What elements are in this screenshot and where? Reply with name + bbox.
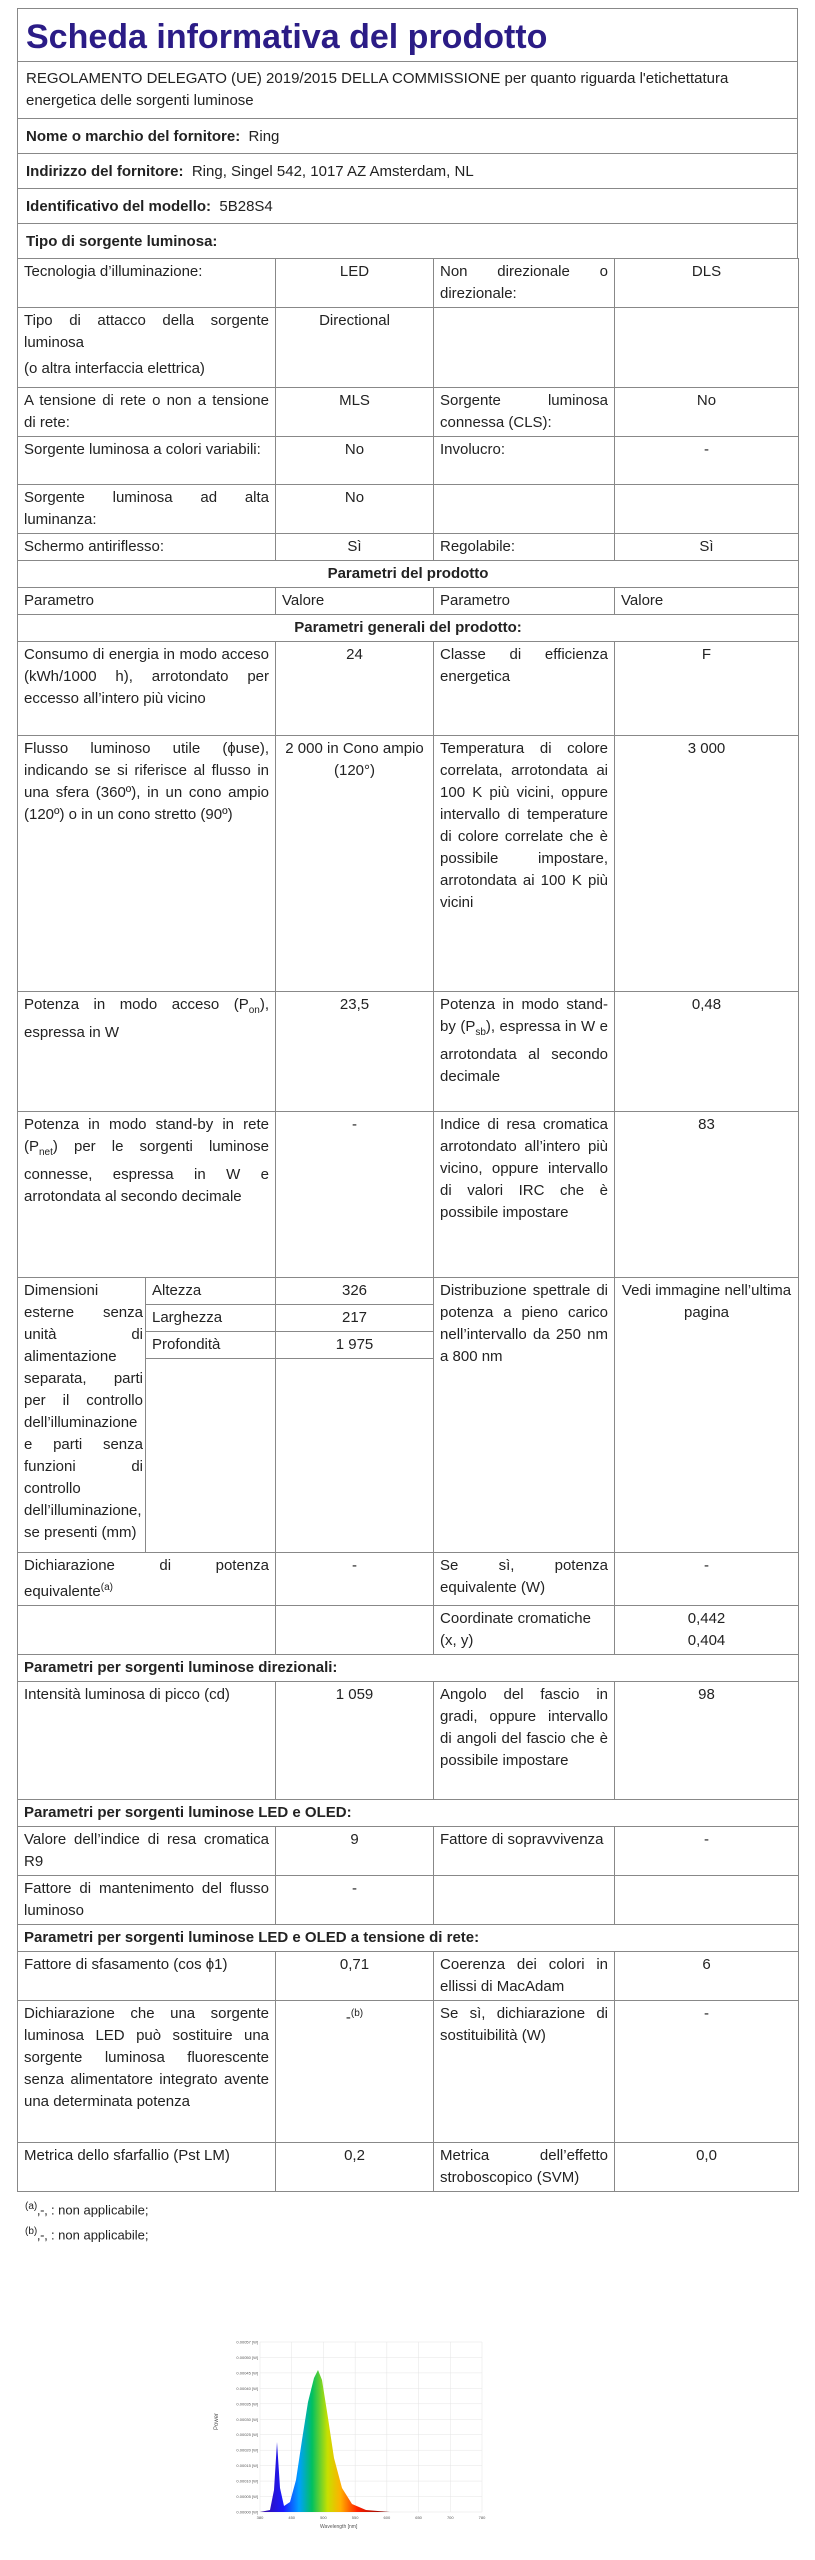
spd-y-tick: 0.00000 [W] (236, 2509, 258, 2515)
glare-value: Sì (276, 534, 434, 561)
nondir-label: Non direzionale o direzionale: (434, 259, 615, 308)
width-label: Larghezza (146, 1305, 276, 1332)
envelope-value: - (615, 437, 799, 485)
maintenance-label: Fattore di mantenimento del flusso luminoso (18, 1876, 276, 1925)
model-row (17, 188, 798, 223)
spd-xlabel: Wavelength [nm] (320, 2524, 358, 2530)
spd-y-tick: 0.00057 [W] (236, 2339, 258, 2345)
beam-angle-value: 98 (615, 1682, 799, 1800)
equivalent-watt-value: - (615, 1553, 799, 1606)
net-standby-label (18, 1112, 276, 1278)
chromaticity-value (615, 1606, 799, 1655)
energy-value: 24 (276, 642, 434, 736)
regulation-intro: REGOLAMENTO DELEGATO (UE) 2019/2015 DELLA COMMISSIONE per quanto riguarda l'etichettatura energetica delle sorgenti luminose (17, 61, 798, 118)
source-type-label: Tipo di sorgente luminosa: (26, 233, 218, 250)
cct-label: Temperatura di colore correlata, arrotondata ai 100 K più vicini, oppure intervallo di temperature di colore correlate che è possibile impostare, arrotondata ai 100 K più vicini (434, 736, 615, 992)
replacement-label: Dichiarazione che una sorgente luminosa LED può sostituire una sorgente luminosa fluorescente senza alimentatore integrato avente una determinata potenza (18, 2001, 276, 2143)
on-power-text: Potenza in modo acceso (P (24, 996, 249, 1013)
flicker-label: Metrica dello sfarfallio (Pst LM) (18, 2143, 276, 2192)
width-value: 217 (276, 1305, 434, 1332)
spd-y-tick: 0.00040 [W] (236, 2385, 258, 2391)
net-standby-value: - (276, 1112, 434, 1278)
peak-intensity-value: 1 059 (276, 1682, 434, 1800)
high-luminance-label: Sorgente luminosa ad alta luminanza: (18, 485, 276, 534)
standby-power-label (434, 992, 615, 1112)
replacement-watt-value: - (615, 2001, 799, 2143)
cap-label-note: (o altra interfaccia elettrica) (24, 360, 205, 377)
footnote-a-mark: (a) (25, 2201, 38, 2212)
cct-value: 3 000 (615, 736, 799, 992)
led-header: Parametri per sorgenti luminose LED e OLED: (18, 1800, 799, 1827)
energy-label: Consumo di energia in modo acceso (kWh/1000 h), arrotondato per eccesso all’intero più vicino (18, 642, 276, 736)
page-title: Scheda informativa del prodotto (17, 8, 798, 61)
supplier-row (17, 118, 798, 153)
standby-power-value: 0,48 (615, 992, 799, 1112)
spd-background (210, 2330, 490, 2530)
spd-ylabel: Power (214, 2412, 220, 2430)
cls-label: Sorgente luminosa connessa (CLS): (434, 388, 615, 437)
supplier-value: Ring (248, 128, 280, 145)
eclass-value: F (615, 642, 799, 736)
empty-cell (615, 485, 799, 534)
empty-cell (276, 1606, 434, 1655)
spd-x-tick: 450 (288, 2515, 296, 2520)
product-params-header: Parametri del prodotto (18, 561, 799, 588)
maintenance-value: - (276, 1876, 434, 1925)
spd-y-tick: 0.00030 [W] (236, 2416, 258, 2422)
height-label: Altezza (146, 1278, 276, 1305)
spd-y-tick: 0.00010 [W] (236, 2478, 258, 2484)
standby-power-text-end: ), espressa in W e arrotondata al secondo decimale (440, 1018, 609, 1085)
equivalent-power-sup: (a) (100, 1582, 113, 1593)
supplier-label: Nome o marchio del fornitore: (26, 128, 241, 145)
envelope-label: Involucro: (434, 437, 615, 485)
cap-value: Directional (276, 308, 434, 388)
spd-x-tick: 500 (320, 2515, 327, 2520)
mains-header: Parametri per sorgenti luminose LED e OLED a tensione di rete: (18, 1925, 799, 1952)
empty-cell (615, 1876, 799, 1925)
footnotes (17, 2192, 798, 2247)
dimmable-value: Sì (615, 534, 799, 561)
source-type-row (17, 223, 798, 258)
address-label: Indirizzo del fornitore: (26, 163, 184, 180)
on-power-label (18, 992, 276, 1112)
standby-power-text: Potenza in modo stand-by (P (440, 996, 609, 1035)
directional-header: Parametri per sorgenti luminose direzionali: (18, 1655, 799, 1682)
empty-cell (434, 485, 615, 534)
survival-value: - (615, 1827, 799, 1876)
empty-cell (146, 1359, 276, 1553)
footnote-b-text: ‚-‚ : non applicabile; (37, 2227, 149, 2243)
svm-value: 0,0 (615, 2143, 799, 2192)
empty-cell (434, 308, 615, 388)
colour-label: Sorgente luminosa a colori variabili: (18, 437, 276, 485)
product-sheet (17, 8, 798, 2247)
spd-x-tick: 380 (256, 2515, 264, 2520)
chromaticity-x: 0,442 (687, 1610, 726, 1627)
spd-x-tick: 550 (351, 2515, 359, 2520)
spd-x-tick: 700 (446, 2515, 454, 2520)
r9-label: Valore dell’indice di resa cromatica R9 (18, 1827, 276, 1876)
col-value-header: Valore (615, 588, 799, 615)
macadam-value: 6 (615, 1952, 799, 2001)
depth-value: 1 975 (276, 1332, 434, 1359)
r9-value: 9 (276, 1827, 434, 1876)
empty-cell (276, 1359, 434, 1553)
cls-value: No (615, 388, 799, 437)
spd-value: Vedi immagine nell’ultima pagina (615, 1278, 799, 1553)
spd-y-tick: 0.00005 [W] (236, 2494, 258, 2500)
spd-y-tick: 0.00035 [W] (236, 2401, 258, 2407)
power-factor-label: Fattore di sfasamento (cos ϕ1) (18, 1952, 276, 2001)
spd-label: Distribuzione spettrale di potenza a pieno carico nell’intervallo da 250 nm a 800 nm (434, 1278, 615, 1553)
glare-label: Schermo antiriflesso: (18, 534, 276, 561)
replacement-sup: (b) (350, 2008, 364, 2019)
spd-x-tick: 650 (415, 2515, 422, 2520)
tech-label: Tecnologia d’illuminazione: (18, 259, 276, 308)
flux-label: Flusso luminoso utile (ɸuse), indicando se si riferisce al flusso in una sfera (360º), in un cono ampio (120º) o in un cono stretto (90º) (18, 736, 276, 992)
equivalent-power-text: Dichiarazione di potenza equivalente (24, 1557, 270, 1600)
equivalent-watt-label: Se sì, potenza equivalente (W) (434, 1553, 615, 1606)
net-standby-sub: net (39, 1147, 53, 1158)
spd-y-tick: 0.00045 [W] (236, 2370, 258, 2376)
empty-cell (615, 308, 799, 388)
spd-y-tick: 0.00050 [W] (236, 2354, 258, 2360)
replacement-watt-label: Se sì, dichiarazione di sostituibilità (W) (434, 2001, 615, 2143)
chromaticity-y: 0,404 (687, 1632, 726, 1649)
spd-y-tick: 0.00015 [W] (236, 2463, 258, 2469)
power-factor-value: 0,71 (276, 1952, 434, 2001)
footnote-b-mark: (b) (25, 2226, 38, 2238)
mains-label: A tensione di rete o non a tensione di rete: (18, 388, 276, 437)
equivalent-power-label (18, 1553, 276, 1606)
equivalent-power-value: - (276, 1553, 434, 1606)
general-params-table (17, 641, 799, 2192)
nondir-value: DLS (615, 259, 799, 308)
on-power-sub: on (248, 1005, 260, 1016)
cap-label-text: Tipo di attacco della sorgente luminosa (24, 312, 269, 351)
cri-label: Indice di resa cromatica arrotondato all’intero più vicino, oppure intervallo di valori IRC che è possibile impostare (434, 1112, 615, 1278)
spectral-distribution-image (210, 2330, 490, 2530)
peak-intensity-label: Intensità luminosa di picco (cd) (18, 1682, 276, 1800)
model-value: 5B28S4 (219, 198, 273, 215)
general-params-header: Parametri generali del prodotto: (18, 615, 799, 642)
source-type-table (17, 258, 799, 642)
replacement-value (276, 2001, 434, 2143)
tech-value: LED (276, 259, 434, 308)
footnote-a-text: ‚-‚ : non applicabile; (37, 2202, 149, 2218)
flux-value: 2 000 in Cono ampio (120°) (276, 736, 434, 992)
model-label: Identificativo del modello: (26, 198, 212, 215)
spd-x-tick: 780 (478, 2515, 486, 2520)
colour-value: No (276, 437, 434, 485)
beam-angle-label: Angolo del fascio in gradi, oppure intervallo di angoli del fascio che è possibile impostare (434, 1682, 615, 1800)
chromaticity-label: Coordinate cromatiche (x, y) (434, 1606, 615, 1655)
empty-cell (18, 1606, 276, 1655)
cap-label (18, 308, 276, 388)
cri-value: 83 (615, 1112, 799, 1278)
svm-label: Metrica dell’effetto stroboscopico (SVM) (434, 2143, 615, 2192)
standby-power-sub: sb (475, 1027, 486, 1038)
survival-label: Fattore di sopravvivenza (434, 1827, 615, 1876)
flicker-value: 0,2 (276, 2143, 434, 2192)
dimensions-label: Dimensioni esterne senza unità di alimentazione separata, parti per il controllo dell’illuminazione e parti senza funzioni di controllo dell’illuminazione, se presenti (mm) (18, 1278, 146, 1553)
depth-label: Profondità (146, 1332, 276, 1359)
address-row (17, 153, 798, 188)
on-power-value: 23,5 (276, 992, 434, 1112)
spd-x-tick: 600 (383, 2515, 391, 2520)
footnote-b (25, 2221, 798, 2246)
col-param-header: Parametro (18, 588, 276, 615)
height-value: 326 (276, 1278, 434, 1305)
footnote-a (25, 2196, 798, 2221)
dimmable-label: Regolabile: (434, 534, 615, 561)
mains-value: MLS (276, 388, 434, 437)
eclass-label: Classe di efficienza energetica (434, 642, 615, 736)
col-param-header: Parametro (434, 588, 615, 615)
on-power-text-end: ), espressa in W (24, 996, 270, 1041)
net-standby-text-end: ) per le sorgenti luminose connesse, espressa in W e arrotondata al secondo decimale (24, 1138, 270, 1205)
macadam-label: Coerenza dei colori in ellissi di MacAdam (434, 1952, 615, 2001)
address-value: Ring, Singel 542, 1017 AZ Amsterdam, NL (191, 163, 474, 180)
empty-cell (434, 1876, 615, 1925)
spd-y-tick: 0.00020 [W] (236, 2447, 258, 2453)
replacement-value-text: - (345, 2009, 351, 2026)
spd-y-tick: 0.00025 [W] (236, 2432, 258, 2438)
net-standby-text: Potenza in modo stand-by in rete (P (24, 1116, 270, 1155)
high-luminance-value: No (276, 485, 434, 534)
col-value-header: Valore (276, 588, 434, 615)
